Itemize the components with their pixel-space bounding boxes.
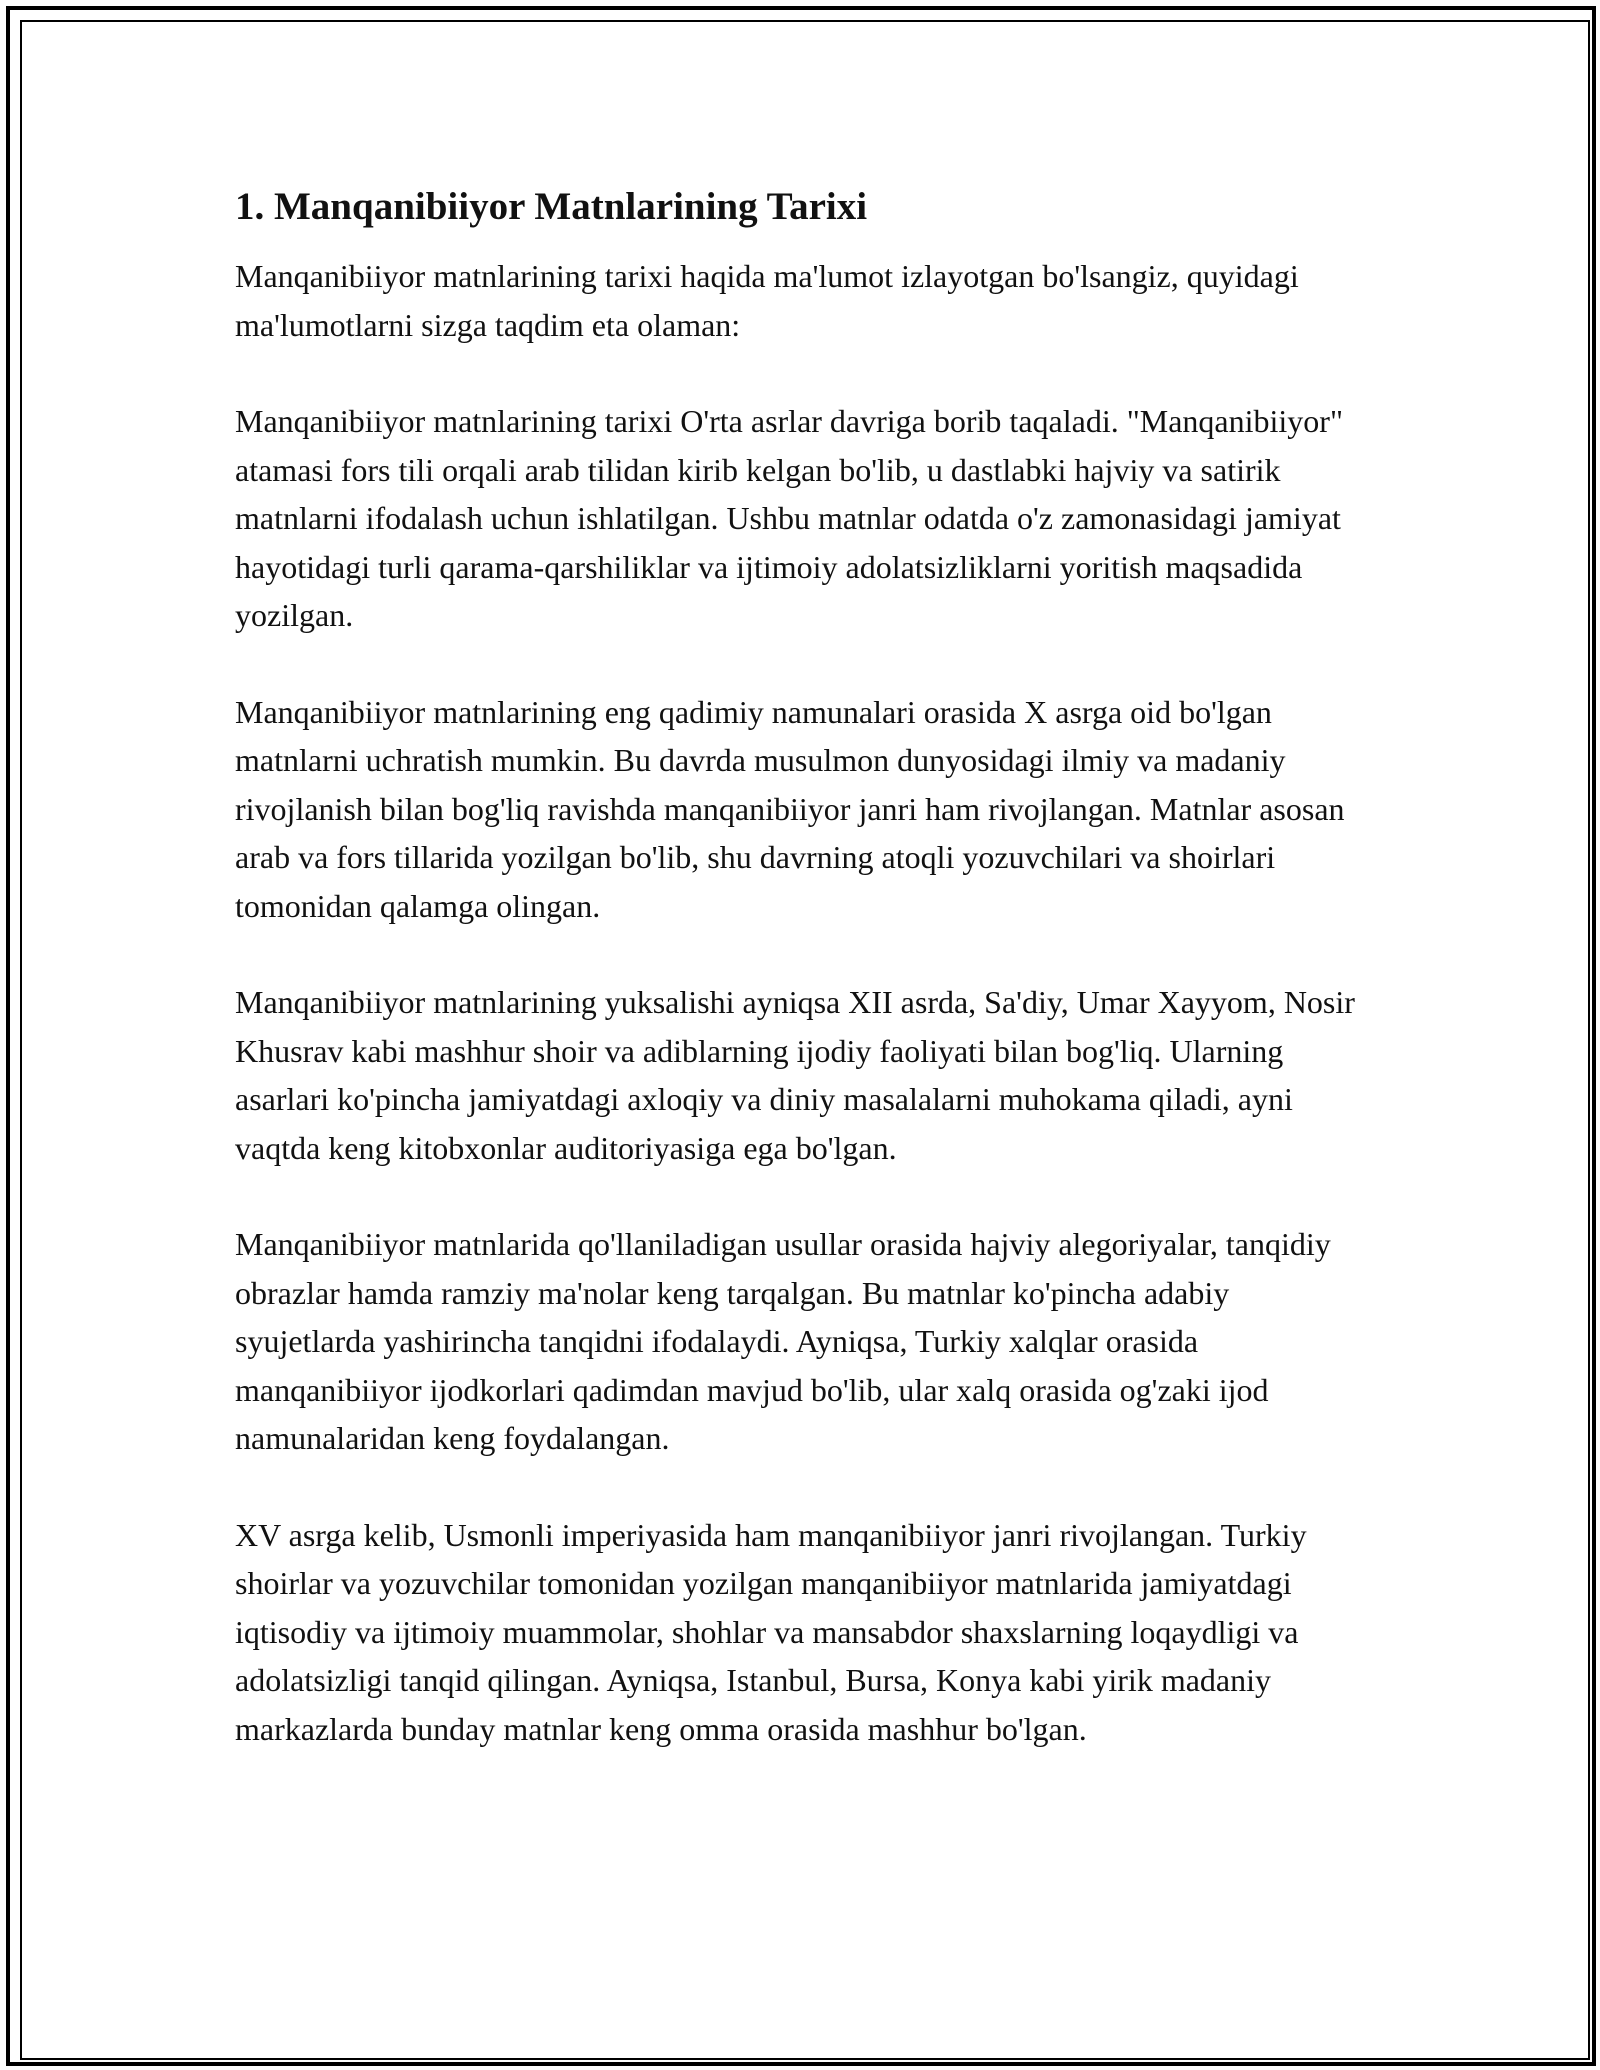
document-body bbox=[235, 182, 1375, 1753]
paragraph-origins: Manqanibiiyor matnlarining tarixi O'rta asrlar davriga borib taqaladi. "Manqanibiiyor" atamasi fors tili orqali arab tilidan kirib kelgan bo'lib, u dastlabki hajviy va satirik matnlarni ifodalash uchun ishlatilgan. Ushbu matnlar odatda o'z zamonasidagi jamiyat hayotidagi turli qarama-qarshiliklar va ijtimoiy adolatsizliklarni yoritish maqsadida yozilgan. bbox=[235, 403, 1344, 633]
paragraph-ottoman-era: XV asrga kelib, Usmonli imperiyasida ham manqanibiiyor janri rivojlangan. Turkiy shoirlar va yozuvchilar tomonidan yozilgan manqanibiiyor matnlarida jamiyatdagi iqtisodiy va ijtimoiy muammolar, shohlar va mansabdor shaxslarning loqaydligi va adolatsizligi tanqid qilingan. Ayniqsa, Istanbul, Bursa, Konya kabi yirik madaniy markazlarda bunday matnlar keng omma orasida mashhur bo'lgan. bbox=[235, 1516, 1307, 1747]
paragraph-intro: Manqanibiiyor matnlarining tarixi haqida ma'lumot izlayotgan bo'lsangiz, quyidagi ma'lumotlarni sizga taqdim eta olaman: bbox=[235, 258, 1299, 343]
paragraph-methods: Manqanibiiyor matnlarida qo'llaniladigan usullar orasida hajviy alegoriyalar, tanqidiy obrazlar hamda ramziy ma'nolar keng tarqalgan. Bu matnlar ko'pincha adabiy syujetlarda yashirincha tanqidni ifodalaydi. Ayniqsa, Turkiy xalqlar orasida manqanibiiyor ijodkorlari qadimdan mavjud bo'lib, ular xalq orasida og'zaki ijod namunalaridan keng foydalangan. bbox=[235, 1226, 1331, 1456]
section-heading: 1. Manqanibiiyor Matnlarining Tarixi bbox=[235, 185, 868, 228]
paragraph-twelfth-century: Manqanibiiyor matnlarining yuksalishi ayniqsa XII asrda, Sa'diy, Umar Xayyom, Nosir Khusrav kabi mashhur shoir va adiblarning ijodiy faoliyati bilan bog'liq. Ularning asarlari ko'pincha jamiyatdagi axloqiy va diniy masalalarni muhokama qiladi, ayni vaqtda keng kitobxonlar auditoriyasiga ega bo'lgan. bbox=[235, 984, 1355, 1166]
paragraph-earliest-examples: Manqanibiiyor matnlarining eng qadimiy namunalari orasida X asrga oid bo'lgan matnlarni uchratish mumkin. Bu davrda musulmon dunyosidagi ilmiy va madaniy rivojlanish bilan bog'liq ravishda manqanibiiyor janri ham rivojlangan. Matnlar asosan arab va fors tillarida yozilgan bo'lib, shu davrning atoqli yozuvchilari va shoirlari tomonidan qalamga olingan. bbox=[235, 693, 1345, 924]
